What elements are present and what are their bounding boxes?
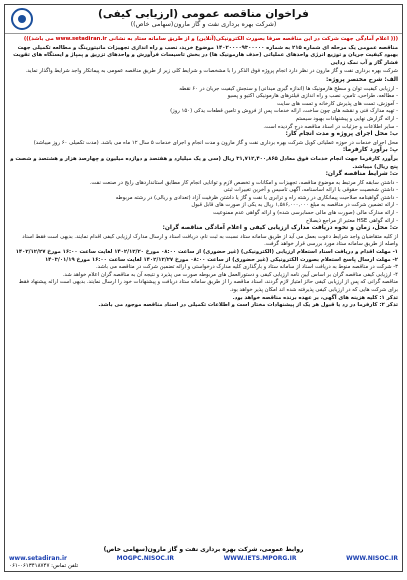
link-setadiran[interactable]: www.setadiran.ir (9, 555, 68, 562)
condition-line: - داشتن گواهینامه صلاحیت پیمانکاری در رشته راه و ترابری یا نفت و گاز یا داشتن ظرفیت آزاد (تعدادی و ریالی) در رشته مربوطه (115, 194, 398, 201)
condition-line: - داشتن شخصیت حقوقی با ارائه اساسنامه، آگهی تاسیس و آخرین تغییرات ثبتی (223, 187, 398, 194)
intro-tender-number: مناقصه عمومی یک مرحله ای شماره ۲۱۵ به شماره ۱۴۰۲۰۰۰۰۹۳۰۰۰۰۰ موضوع خرید، نصب و راه اندازی تجهیزات مانیتورینگ و مطالعه تکمیلی جهت بهبود کیفیت جریان و توزیع انرژی واحدهای عملیاتی (حذف هارمونیک ها) در بخش تاسیسات فرآورش و واحدهای تزریق و پمپاژ و ایستگاه های تقویت فشار گاز و آب نمک زدایی (13, 44, 398, 66)
condition-line: - ارائه تضمین شرکت در مناقصه به مبلغ ۱,۵۸۶,۰۰۰,۰۰۰ ریال به یکی از صورت های قابل قبول (191, 202, 398, 209)
link-mogpc[interactable]: MOGPC.NISOC.IR (116, 555, 174, 562)
footer-links (9, 555, 398, 562)
footer (5, 544, 402, 571)
schedule-line: ۱- مهلت اقدام و دریافت اسناد استعلام ارزیابی (الکترونیکی) (غیر حضوری) از ساعت ۰۸:۰۰ مورخ ۱۴۰۲/۱۲/۲۰ لغایت ساعت ۱۶:۰۰ مورخ ۱۴۰۲/۱۲/۲۷ (15, 249, 398, 256)
schedule-line: ۲- مهلت ارسال پاسخ استعلام بصورت الکترونیکی (غیر حضوری) از ساعت ۰۸:۰۰ مورخ ۱۴۰۲/۱۲/۲۷ لغایت ساعت ۱۶:۰۰ مورخ ۱۴۰۳/۰۱/۱۹ (44, 256, 398, 263)
link-iets[interactable]: WWW.IETS.MPORG.IR (223, 555, 297, 562)
condition-line: - ارائه مدارک مالی (صورت های مالی حسابرسی شده) و ارائه گواهی عدم ممنوعیت (212, 210, 398, 217)
scope-line: - آموزش، تست های پذیرش کارخانه و تست های سایت (276, 100, 398, 107)
section-heading-scope: الف: شرح مختصر پروژه: (326, 76, 398, 83)
section-heading-location: ب: محل اجرای پروژه و مدت انجام کار: (285, 131, 398, 138)
section-heading-conditions: ت: شرایط مناقصه گران: (325, 171, 398, 178)
page-subtitle: (شرکت بهره برداری نفت و گاز مارون(سهامی خاص)) (130, 20, 277, 28)
tender-notice (4, 4, 403, 572)
scope-line: - ارزیابی کیفیت توان و سطح هارمونیک ها (اندازه گیری میدانی) و سنجش کیفیت جریان در ۶۰ نقطه (179, 85, 398, 92)
intro-description: شرکت بهره برداری نفت و گاز مارون در نظر دارد انجام پروژه فوق الذکر را با مشخصات و شرایط کلی زیر از طریق مناقصه عمومی به پیمانکار واجد شرایط واگذار نماید. (25, 68, 398, 75)
schedule-line: از کلیه متقاضیان واجد شرایط دعوت بعمل می آید از طریق سامانه ستاد نسبت به ثبت نام، دریافت اسناد و ارسال مدارک ارزیابی کیفی اقدام نمایند. بدیهی است فقط اسناد واصله از طریق سامانه ستاد مورد بررسی قرار خواهد گرفت. (22, 233, 398, 248)
schedule-note: تذکر ۲: کارفرما در رد یا قبول هر یک از پیشنهادات مختار است و اطلاعات تکمیلی در اسناد مناقصه موجود می باشد. (98, 302, 398, 309)
notice-body (5, 34, 402, 310)
scope-line: - مطالعه، طراحی، تامین، نصب و راه اندازی فیلترهای هارمونیکی اکتیو و پسیو (227, 93, 398, 100)
header (5, 5, 402, 34)
condition-line: - داشتن سابقه کار مرتبط به موضوع مناقصه، تجهیزات و امکانات و تخصص لازم و توانایی انجام کار مطابق استانداردهای رایج در صنعت نفت. (89, 179, 398, 186)
scope-line: - ارائه گزارش نهایی و پیشنهادات بهبود سیستم (295, 115, 398, 122)
link-nisoc[interactable]: WWW.NISOC.IR (346, 555, 398, 562)
schedule-line: ۴- ارزیابی کیفی مناقصه گران بر اساس آیین نامه ارزیابی کیفی و دستورالعمل های مربوطه صورت می پذیرد و نتیجه آن به مناقصه گران اعلام خواهد شد. (62, 271, 398, 278)
page-title: فراخوان مناقصه عمومی (ارزیابی کیفی) (98, 8, 309, 20)
section-heading-estimate: پ: برآورد کارفرما: (342, 147, 398, 154)
intro-online-note: ((( اعلام آمادگی جهت شرکت در این مناقصه صرفا بصورت الکترونیکی(آنلاین) و از طریق سامانه ستاد به نشانی www.setadiran.ir می باشد))) (23, 36, 398, 42)
footer-phone: تلفن تماس: ۰۶۱۳۴۱۸۷۴۷-۰۶۱ (9, 563, 79, 569)
condition-line: - ارائه گواهی HSE معتبر از مراجع ذیصلاح (305, 217, 398, 224)
footer-org: روابط عمومی، شرکت بهره برداری نفت و گاز مارون(سهامی خاص) (103, 546, 304, 553)
schedule-note: تذکر ۱: کلیه هزینه های آگهی، بر عهده برنده مناقصه خواهد بود. (232, 294, 398, 301)
section-heading-schedule: ث: محل، زمان و نحوه دریافت مدارک ارزیابی کیفی و اعلام آمادگی مناقصه گران: (162, 225, 398, 232)
scope-line: - سایر اطلاعات و جزئیات در اسناد مناقصه درج گردیده است. (263, 123, 398, 130)
estimate-line: برآورد کارفرما جهت انجام خدمات فوق معادل ۳۱,۷۱۲,۴۰۰,۸۶۵ ریال (سی و یک میلیارد و هفتصد و دوازده میلیون و چهارصد هزار و هشتصد و شصت و پنج ریال) میباشد. (10, 155, 398, 170)
schedule-line: مناقصه گرانی که پس از ارزیابی کیفی حائز امتیاز لازم گردند، اسناد مناقصه را از طریق سامانه ستاد دریافت و پیشنهادات خود را ارسال نمایند. بدیهی است ارائه پیشنهاد فقط برای شرکت هایی که در ارزیابی کیفی پذیرفته شده اند امکان پذیر خواهد بود. (18, 279, 398, 293)
location-line: محل اجرای خدمات در حوزه عملیاتی کویل شرکت بهره برداری نفت و گاز مارون و مدت انجام و اجرای خدمات ۵ سال ۱۲ ماه می باشد. (مدت تکمیلی ۶۰ روز میباشد) (33, 139, 398, 146)
scope-line: - تهیه مدارک فنی و نقشه های چون ساخت، ارائه خدمات پس از فروش و تامین قطعات یدکی (۱۵۰ روز) (170, 108, 398, 115)
schedule-line: ۳- شرکت در مناقصه منوط به دریافت اسناد از سامانه ستاد و بارگذاری کلیه مدارک درخواستی و ارائه تضمین شرکت در مناقصه می باشد. (96, 264, 398, 271)
